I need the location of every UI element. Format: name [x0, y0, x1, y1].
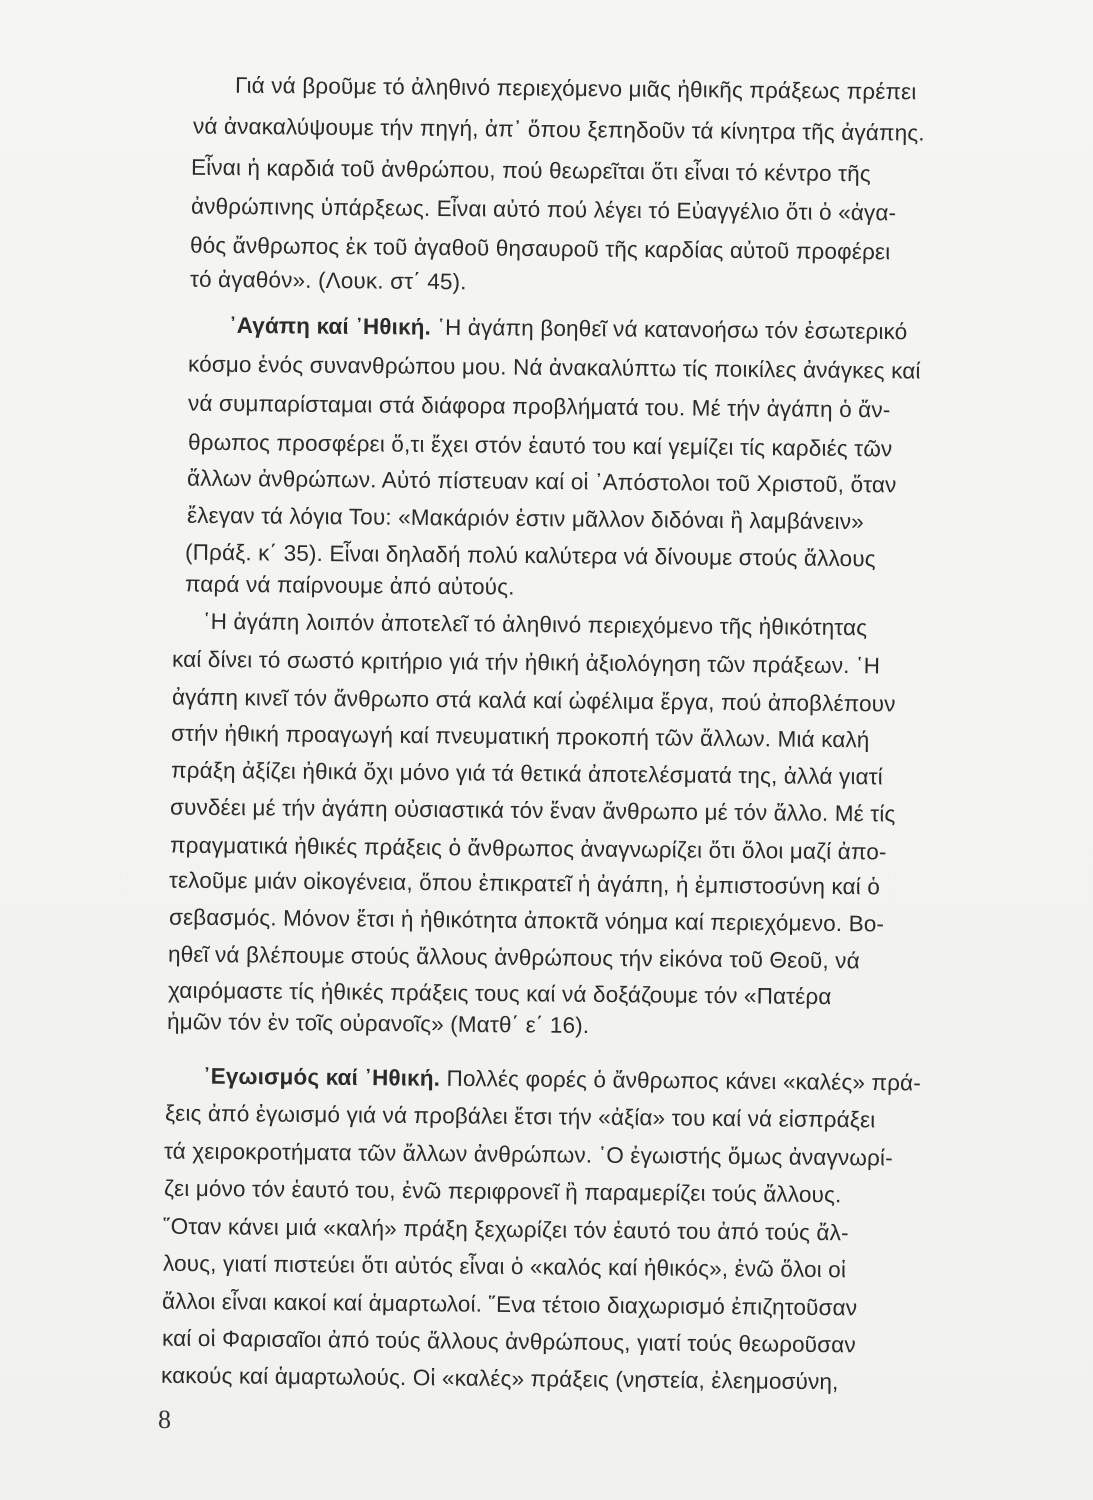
- text-line: τό ἀγαθόν». (Λουκ. στ΄ 45).: [189, 266, 467, 295]
- text-line: χαιρόμαστε τίς ἠθικές πράξεις τους καί νά δοξάζουμε τόν «Πατέρα: [167, 977, 832, 1010]
- line-text: Πολλές φορές ὁ ἄνθρωπος κάνει «καλές» πρά-: [440, 1065, 922, 1096]
- text-line: ἀνθρώπινης ὑπάρξεως. Εἶναι αὐτό πού λέγει τό Εὐαγγέλιο ὅτι ὁ «ἀγα-: [190, 193, 897, 226]
- text-line: ηθεῖ νά βλέπουμε στούς ἄλλους ἀνθρώπους τήν εἰκόνα τοῦ Θεοῦ, νά: [167, 941, 860, 974]
- text-line: παρά νά παίρνουμε ἀπό αὐτούς.: [184, 571, 515, 600]
- section-heading-love-ethics: ᾽Αγάπη καί ᾽Ηθική.: [228, 312, 432, 340]
- text-line: ζει μόνο τόν ἑαυτό του, ἐνῶ περιφρονεῖ ἢ παραμερίζει τούς ἄλλους.: [163, 1175, 842, 1208]
- text-line: ἄλλων ἀνθρώπων. Αὐτό πίστευαν καί οἱ ᾽Απόστολοι τοῦ Χριστοῦ, ὅταν: [186, 465, 897, 498]
- text-line: (Πράξ. κ΄ 35). Εἶναι δηλαδή πολύ καλύτερα νά δίνουμε στούς ἄλλους: [184, 539, 876, 572]
- text-line: Γιά νά βροῦμε τό ἀληθινό περιεχόμενο μιᾶς ἠθικῆς πράξεως πρέπει: [234, 72, 917, 105]
- text-line: καί οἱ Φαρισαῖοι ἀπό τούς ἄλλους ἀνθρώπους, γιατί τούς θεωροῦσαν: [161, 1325, 856, 1358]
- text-line: ἀγάπη κινεῖ τόν ἄνθρωπο στά καλά καί ὠφέλιμα ἔργα, πού ἀποβλέπουν: [171, 684, 896, 717]
- text-line: νά συμπαρίσταμαι στά διάφορα προβλήματά του. Μέ τήν ἀγάπη ὁ ἄν-: [187, 390, 891, 423]
- text-line: πράξη ἀξίζει ἠθικά ὄχι μόνο γιά τά θετικά ἀποτελέσματά της, ἀλλά γιατί: [170, 757, 884, 790]
- text-line: ξεις ἀπό ἐγωισμό γιά νά προβάλει ἔτσι τήν «ἀξία» του καί νά εἰσπράξει: [164, 1100, 876, 1133]
- text-line: ἄλλοι εἶναι κακοί καί ἁμαρτωλοί. ῞Ενα τέτοιο διαχωρισμό ἐπιζητοῦσαν: [161, 1288, 858, 1321]
- text-line: στήν ἠθική προαγωγή καί πνευματική προκοπή τῶν ἄλλων. Μιά καλή: [170, 720, 870, 753]
- text-line: τελοῦμε μιάν οἰκογένεια, ὅπου ἐπικρατεῖ ἡ ἀγάπη, ἡ ἐμπιστοσύνη καί ὁ: [168, 867, 881, 900]
- text-line: κόσμο ἑνός συνανθρώπου μου. Νά ἀνακαλύπτω τίς ποικίλες ἀνάγκες καί: [187, 351, 921, 384]
- text-line: σεβασμός. Μόνον ἔτσι ἡ ἠθικότητα ἀποκτᾶ νόημα καί περιεχόμενο. Βο-: [168, 904, 885, 937]
- text-line: συνδέει μέ τήν ἀγάπη οὐσιαστικά τόν ἕναν ἄνθρωπο μέ τόν ἄλλο. Μέ τίς: [169, 794, 896, 827]
- text-line: ἔλεγαν τά λόγια Του: «Μακάριόν ἐστιν μᾶλλον διδόναι ἢ λαμβάνειν»: [186, 502, 864, 535]
- text-line: λους, γιατί πιστεύει ὅτι αὐτός εἶναι ὁ «καλός καί ἠθικός», ἐνῶ ὅλοι οἱ: [162, 1250, 847, 1283]
- text-line: Εἶναι ἡ καρδιά τοῦ ἀνθρώπου, πού θεωρεῖται ὅτι εἶναι τό κέντρο τῆς: [190, 154, 871, 187]
- text-line: [202, 1063, 922, 1096]
- text-line: θός ἄνθρωπος ἐκ τοῦ ἀγαθοῦ θησαυροῦ τῆς καρδίας αὐτοῦ προφέρει: [189, 232, 891, 265]
- text-line: νά ἀνακαλύψουμε τήν πηγή, ἀπ᾽ ὅπου ξεπηδοῦν τά κίνητρα τῆς ἀγάπης.: [192, 113, 925, 146]
- text-line: κακούς καί ἁμαρτωλούς. Οἱ «καλές» πράξεις (νηστεία, ἐλεημοσύνη,: [160, 1362, 839, 1395]
- text-line: θρωπος προσφέρει ὅ,τι ἔχει στόν ἑαυτό του καί γεμίζει τίς καρδιές τῶν: [187, 429, 893, 462]
- text-line: πραγματικά ἠθικές πράξεις ὁ ἄνθρωπος ἀναγνωρίζει ὅτι ὅλοι μαζί ἀπο-: [169, 832, 887, 865]
- page-number: 8: [158, 1405, 171, 1434]
- text-line: [228, 312, 908, 345]
- text-line: ῾Η ἀγάπη λοιπόν ἀποτελεῖ τό ἀληθινό περιεχόμενο τῆς ἠθικότητας: [202, 608, 868, 641]
- text-line: τά χειροκροτήματα τῶν ἄλλων ἀνθρώπων. ῾Ο ἐγωιστής ὅμως ἀναγνωρί-: [163, 1138, 893, 1171]
- line-text: ῾Η ἀγάπη βοηθεῖ νά κατανοήσω τόν ἐσωτερικό: [430, 314, 908, 345]
- text-line: ἡμῶν τόν ἐν τοῖς οὐρανοῖς» (Ματθ΄ ε΄ 16).: [166, 1008, 590, 1039]
- section-heading-egoism-ethics: ᾽Εγωισμός καί ᾽Ηθική.: [202, 1063, 441, 1091]
- text-line: ῞Οταν κάνει μιά «καλή» πράξη ξεχωρίζει τόν ἑαυτό του ἀπό τούς ἄλ-: [162, 1213, 849, 1246]
- text-line: καί δίνει τό σωστό κριτήριο γιά τήν ἠθική ἀξιολόγηση τῶν πράξεων. ῾Η: [171, 646, 881, 679]
